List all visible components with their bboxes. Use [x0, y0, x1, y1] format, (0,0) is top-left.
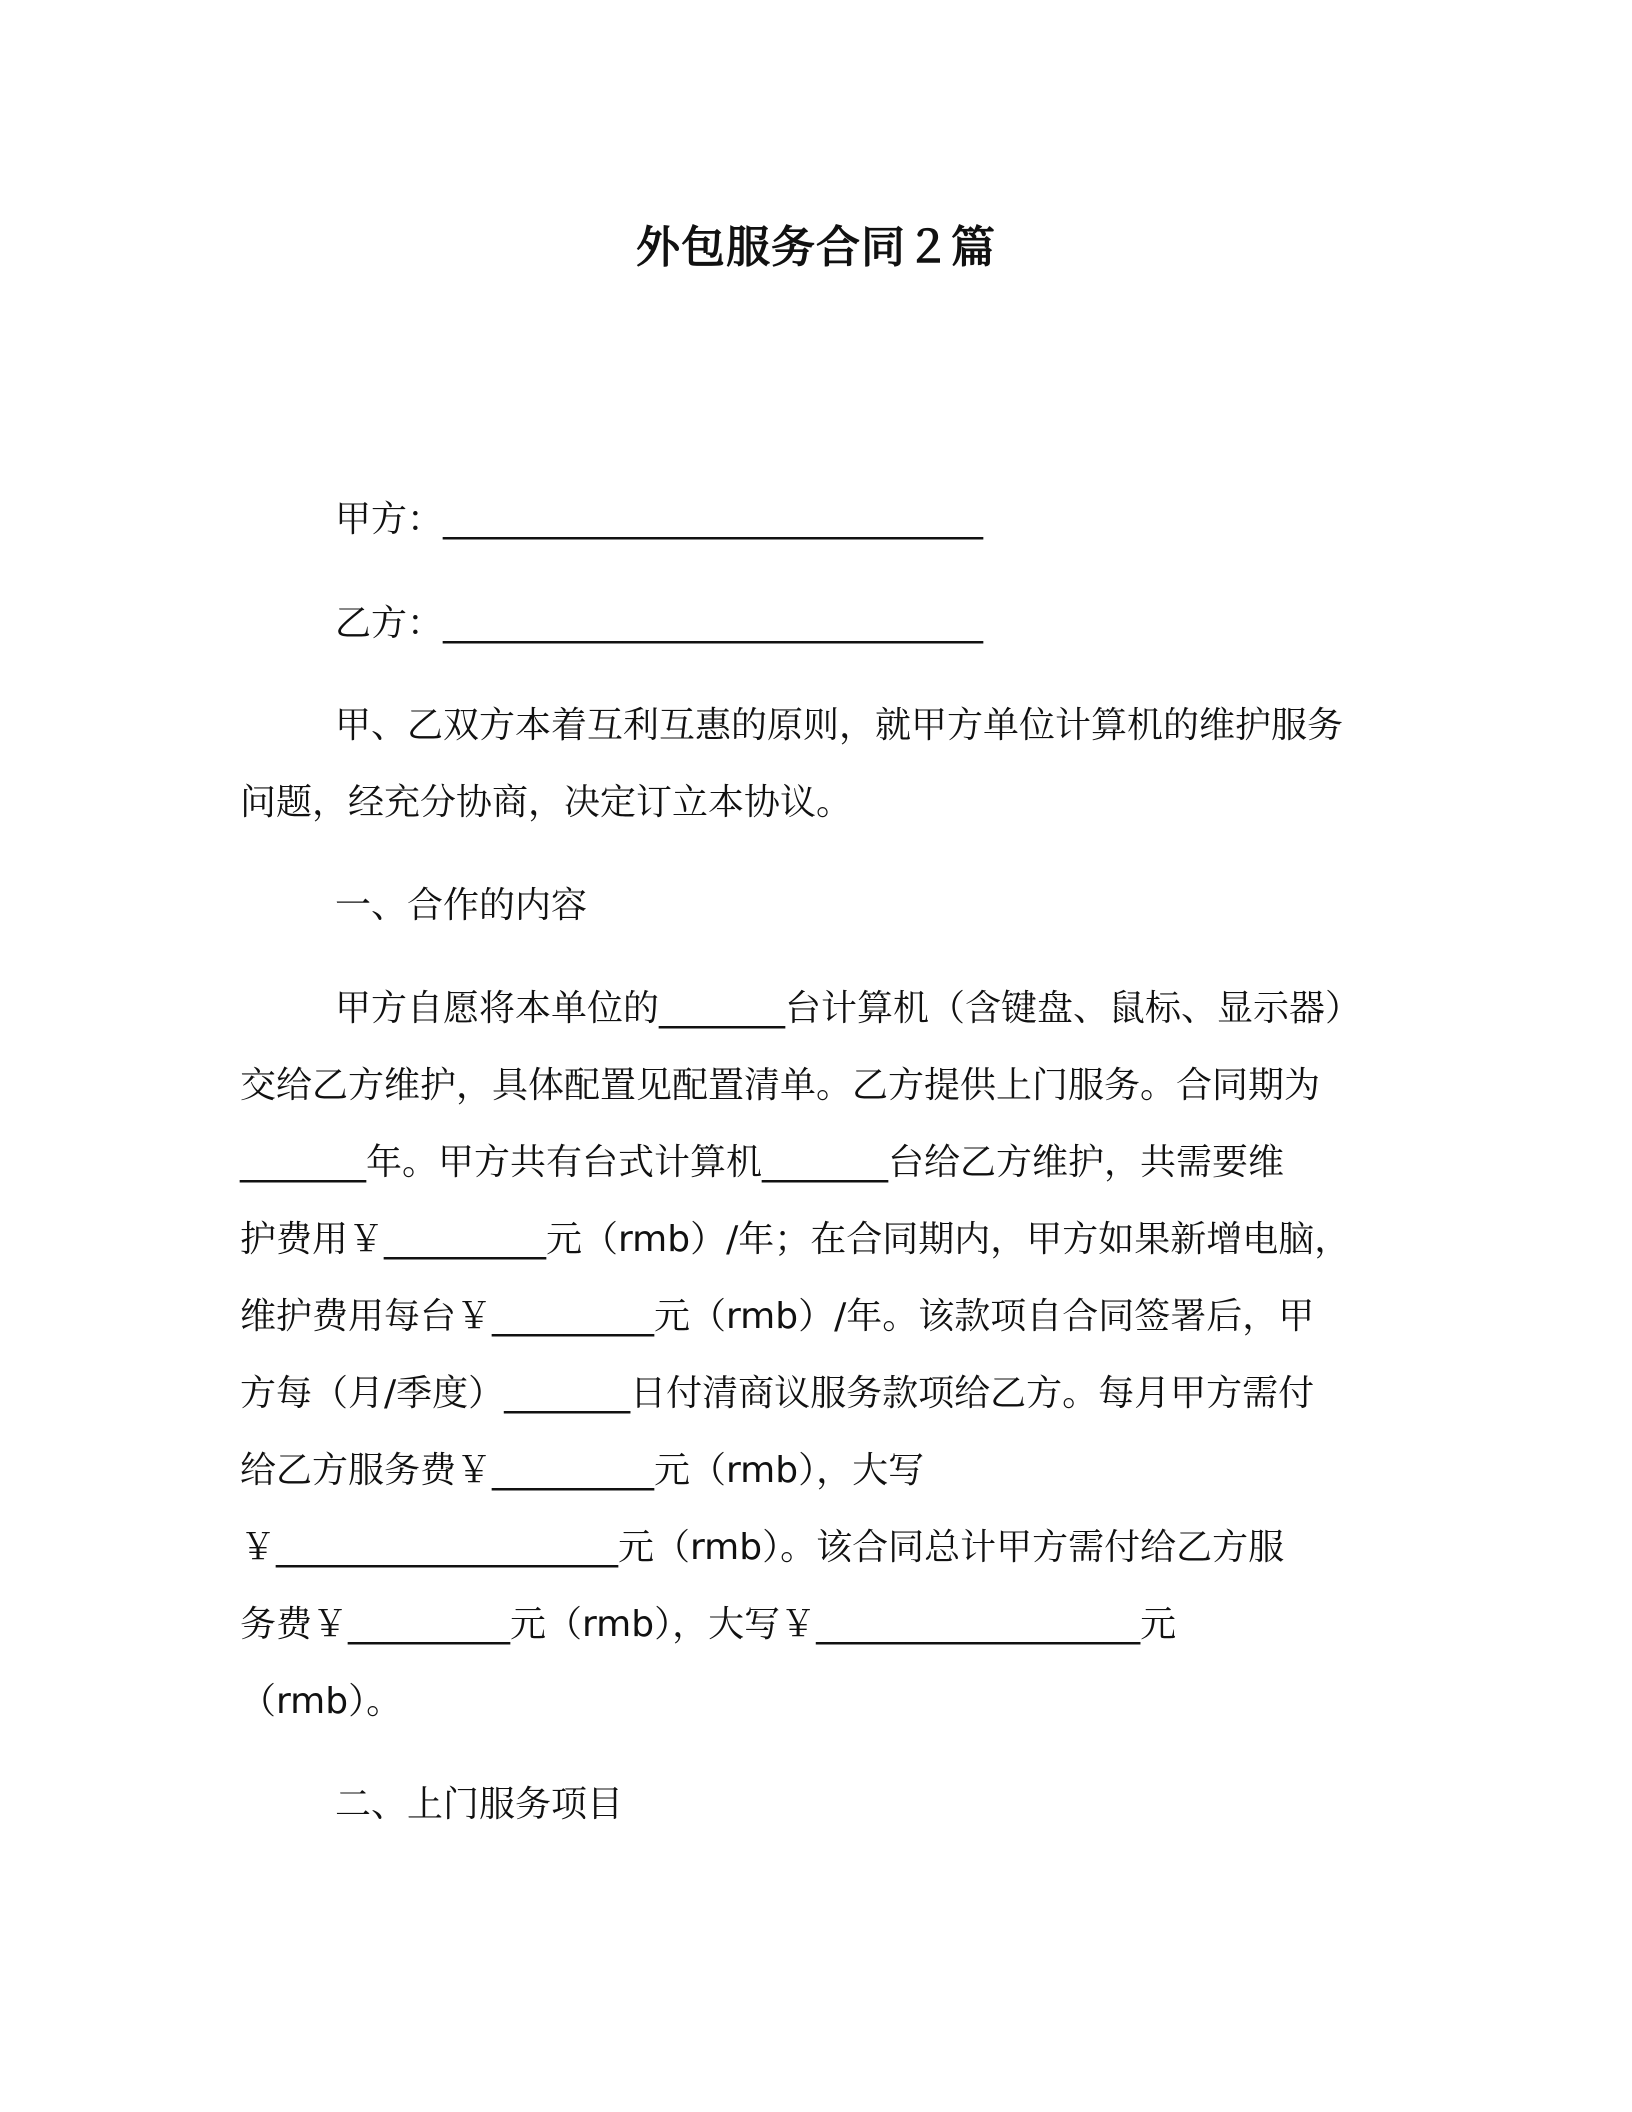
section-1-line-4: 护费用￥_________元（rmb）/年；在合同期内，甲方如果新增电脑， [240, 1219, 1351, 1260]
section-1-line-8: ￥___________________元（rmb）。该合同总计甲方需付给乙方服 [240, 1527, 1285, 1568]
section-1-line-9: 务费￥_________元（rmb），大写￥__________________元 [240, 1604, 1177, 1645]
intro-line-2: 问题，经充分协商，决定订立本协议。 [240, 782, 853, 823]
section-1-line-10: （rmb）。 [240, 1681, 403, 1722]
section-1-line-6: 方每（月/季度）_______日付清商议服务款项给乙方。每月甲方需付 [240, 1373, 1315, 1414]
section-2-heading: 二、上门服务项目 [335, 1784, 624, 1825]
section-1-line-3: _______年。甲方共有台式计算机_______台给乙方维护，共需要维 [240, 1142, 1285, 1183]
section-1-line-2: 交给乙方维护，具体配置见配置清单。乙方提供上门服务。合同期为 [240, 1065, 1321, 1106]
party-a-line: 甲方：______________________________ [335, 499, 984, 540]
section-1-line-1: 甲方自愿将本单位的_______台计算机（含键盘、鼠标、显示器） [335, 988, 1362, 1029]
section-1-heading: 一、合作的内容 [335, 885, 588, 926]
document-title: 外包服务合同２篇 [636, 222, 996, 273]
intro-line-1: 甲、乙双方本着互利互惠的原则，就甲方单位计算机的维护服务 [335, 705, 1344, 746]
section-1-line-5: 维护费用每台￥_________元（rmb）/年。该款项自合同签署后，甲 [240, 1296, 1315, 1337]
section-1-line-7: 给乙方服务费￥_________元（rmb），大写 [240, 1450, 925, 1491]
party-b-line: 乙方：______________________________ [335, 603, 984, 644]
